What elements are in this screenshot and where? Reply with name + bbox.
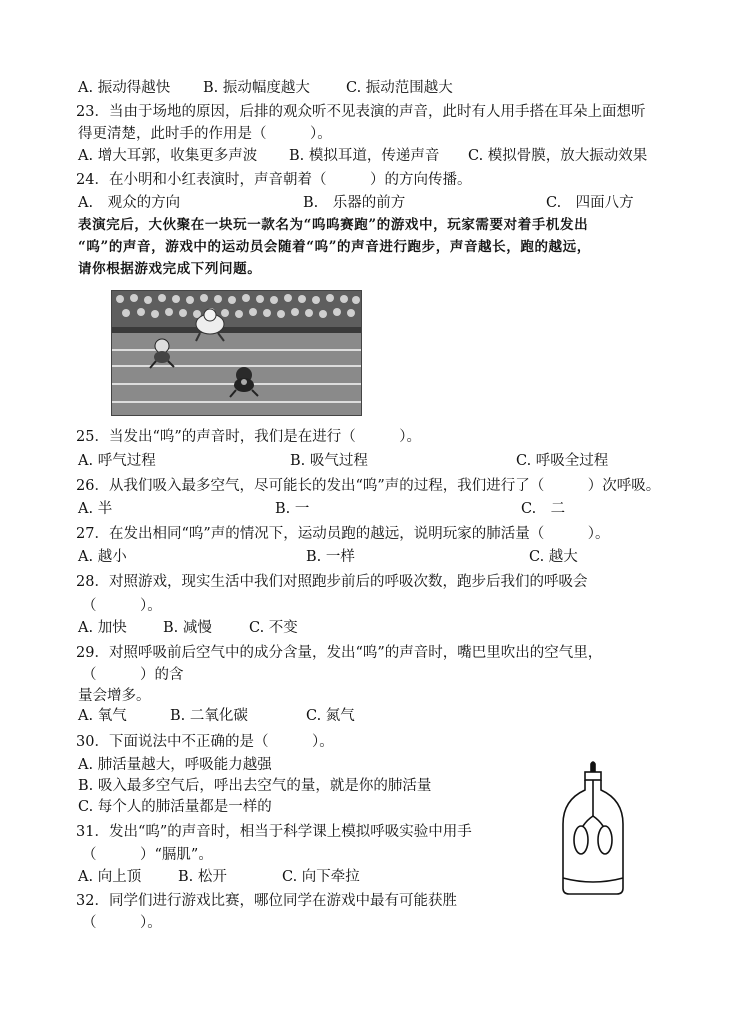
- q29-option-a[interactable]: A. 氧气: [78, 708, 127, 724]
- q26-option-b[interactable]: B. 一: [275, 501, 310, 517]
- q24-option-b[interactable]: B. 乐器的前方: [303, 195, 406, 211]
- q26-stem: 26．从我们吸入最多空气，尽可能长的发出“呜”声的过程，我们进行了（ ）次呼吸。: [76, 478, 661, 494]
- q25-option-b[interactable]: B. 吸气过程: [290, 453, 368, 469]
- q29-stem-line3: 量会增多。: [78, 688, 151, 704]
- q28-option-b[interactable]: B. 减慢: [163, 620, 212, 636]
- q27-stem: 27．在发出相同“呜”声的情况下，运动员跑的越远，说明玩家的肺活量（ ）。: [76, 526, 610, 542]
- breathing-model-bottle-illustration: [557, 760, 629, 898]
- q31-stem-line1: 31．发出“呜”的声音时，相当于科学课上模拟呼吸实验中用手: [76, 824, 472, 840]
- q22-option-a[interactable]: A. 振动得越快: [78, 80, 171, 96]
- q23-stem-line2: 得更清楚，此时手的作用是（ ）。: [78, 126, 332, 142]
- q28-stem-line2: （ ）。: [82, 598, 162, 614]
- q29-option-b[interactable]: B. 二氧化碳: [170, 708, 248, 724]
- q23-option-a[interactable]: A. 增大耳郭，收集更多声波: [78, 148, 258, 164]
- q31-option-a[interactable]: A. 向上顶: [78, 869, 142, 885]
- q24-stem: 24．在小明和小红表演时，声音朝着（ ）的方向传播。: [76, 172, 472, 188]
- game-intro-line2: “呜”的声音，游戏中的运动员会随着“呜”的声音进行跑步，声音越长，跑的越远，: [78, 239, 591, 255]
- q31-stem-line2: （ ）“膈肌”。: [82, 847, 213, 863]
- q30-option-a[interactable]: A. 肺活量越大，呼吸能力越强: [78, 757, 272, 773]
- q25-option-c[interactable]: C. 呼吸全过程: [516, 453, 609, 469]
- running-game-illustration: [111, 290, 362, 416]
- q32-stem-line1: 32．同学们进行游戏比赛，哪位同学在游戏中最有可能获胜: [76, 893, 457, 909]
- q32-stem-line2: （ ）。: [82, 915, 162, 931]
- q23-stem-line1: 23．当由于场地的原因，后排的观众听不见表演的声音，此时有人用手搭在耳朵上面想听: [76, 104, 646, 120]
- q26-option-a[interactable]: A. 半: [78, 501, 113, 517]
- q30-stem: 30．下面说法中不正确的是（ ）。: [76, 734, 334, 750]
- q29-stem-line1: 29．对照呼吸前后空气中的成分含量，发出“呜”的声音时，嘴巴里吹出的空气里，: [76, 645, 603, 661]
- q29-option-c[interactable]: C. 氮气: [306, 708, 355, 724]
- q27-option-b[interactable]: B. 一样: [306, 549, 355, 565]
- q31-option-c[interactable]: C. 向下牵拉: [282, 869, 360, 885]
- q31-option-b[interactable]: B. 松开: [178, 869, 227, 885]
- game-intro-line1: 表演完后，大伙聚在一块玩一款名为“呜呜赛跑”的游戏中，玩家需要对着手机发出: [78, 217, 589, 233]
- q23-option-c[interactable]: C. 模拟骨膜，放大振动效果: [468, 148, 648, 164]
- q25-option-a[interactable]: A. 呼气过程: [78, 453, 156, 469]
- q22-option-c[interactable]: C. 振动范围越大: [346, 80, 453, 96]
- q22-option-b[interactable]: B. 振动幅度越大: [203, 80, 310, 96]
- q23-option-b[interactable]: B. 模拟耳道，传递声音: [289, 148, 440, 164]
- q30-option-b[interactable]: B. 吸入最多空气后，呼出去空气的量，就是你的肺活量: [78, 778, 432, 794]
- q24-option-a[interactable]: A. 观众的方向: [78, 195, 181, 211]
- q25-stem: 25．当发出“呜”的声音时，我们是在进行（ ）。: [76, 429, 422, 445]
- q24-option-c[interactable]: C. 四面八方: [546, 195, 634, 211]
- q29-stem-line2: （ ）的含: [82, 667, 184, 683]
- q30-option-c[interactable]: C. 每个人的肺活量都是一样的: [78, 799, 272, 815]
- game-intro-line3: 请你根据游戏完成下列问题。: [78, 261, 262, 277]
- q28-option-c[interactable]: C. 不变: [249, 620, 298, 636]
- q28-stem-line1: 28．对照游戏，现实生活中我们对照跑步前后的呼吸次数，跑步后我们的呼吸会: [76, 574, 588, 590]
- q27-option-c[interactable]: C. 越大: [529, 549, 578, 565]
- q27-option-a[interactable]: A. 越小: [78, 549, 127, 565]
- q28-option-a[interactable]: A. 加快: [78, 620, 127, 636]
- q26-option-c[interactable]: C. 二: [521, 501, 566, 517]
